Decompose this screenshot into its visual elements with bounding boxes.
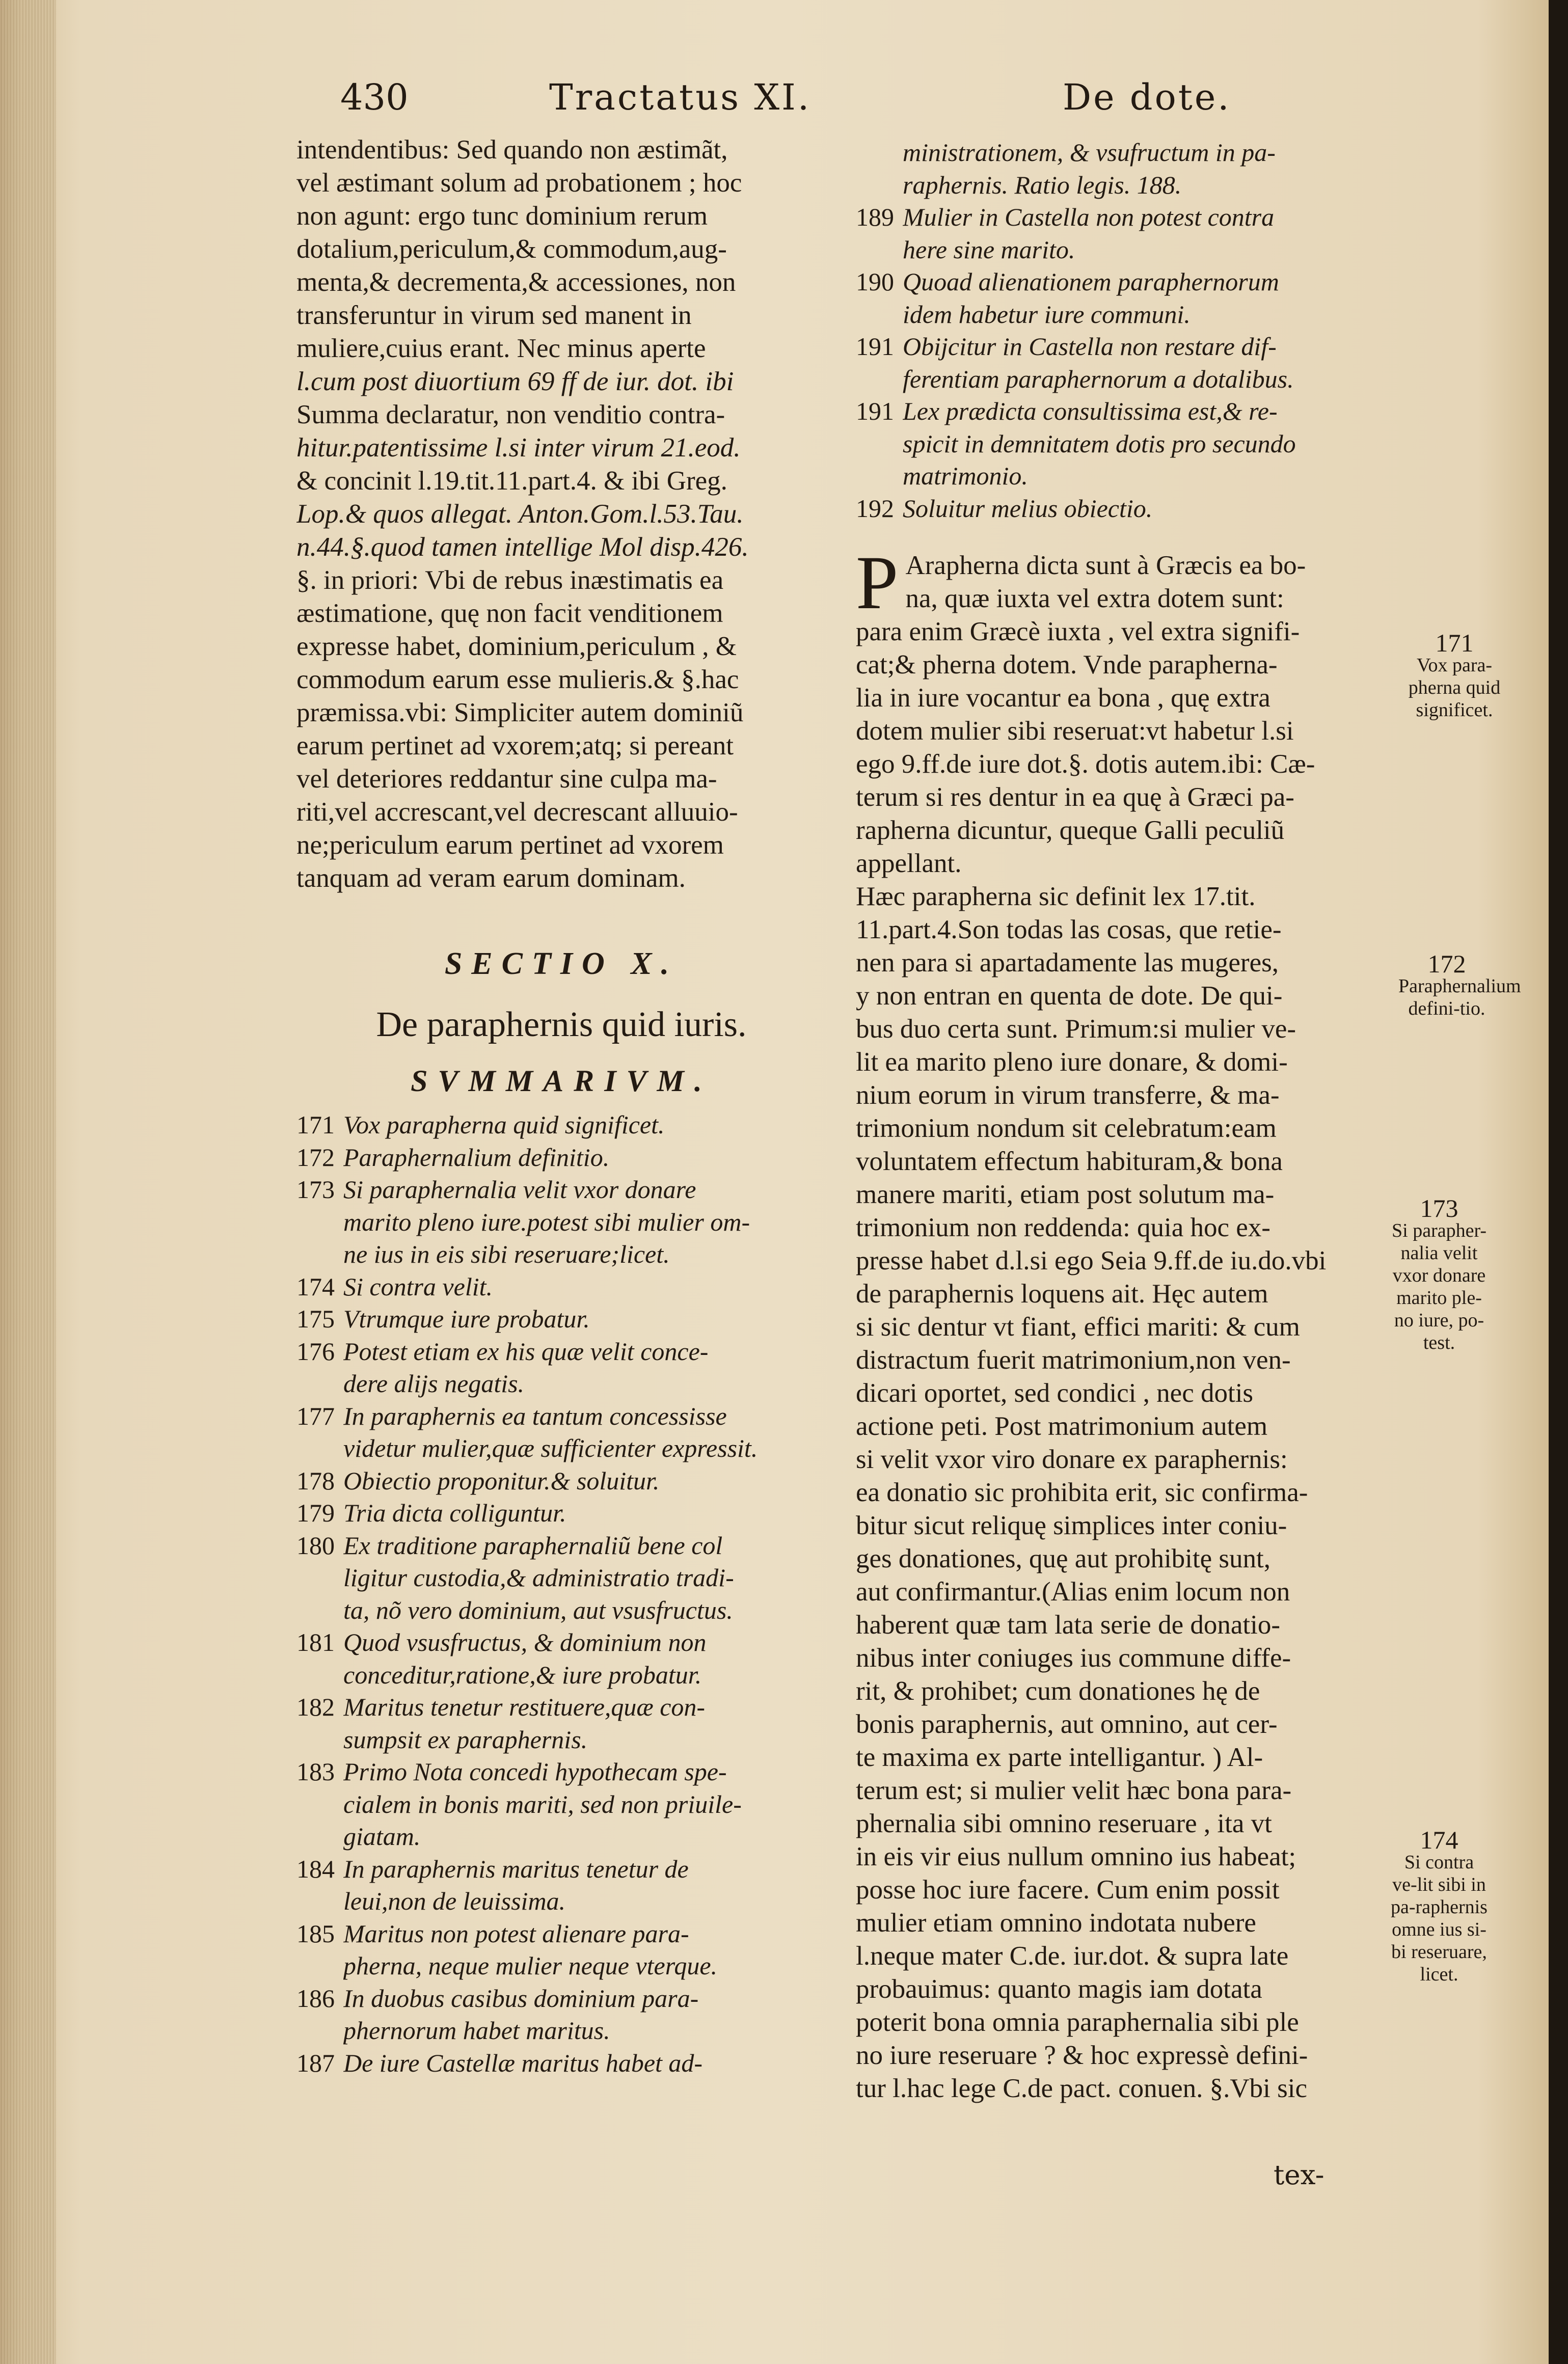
summary-item [856,201,1396,234]
summary-item [296,1368,826,1400]
summary-number: 177 [296,1401,335,1430]
text-line: vel æstimant solum ad probationem ; hoc [296,168,742,198]
summary-item [296,2047,826,2080]
summary-number: 181 [296,1628,335,1656]
summary-item [856,460,1396,493]
text-line: intendentibus: Sed quando non æstimãt, [296,135,728,165]
summary-item [856,331,1396,363]
summary-text: Paraphernalium definitio. [343,1143,610,1172]
running-title: Tractatus XI. [549,76,812,118]
summary-item [296,1885,826,1918]
summary-item [856,298,1396,331]
summary-number: 174 [296,1272,335,1301]
summary-number: 183 [296,1757,335,1786]
margin-note-number: 172 [1427,949,1466,978]
text-line: rit, & prohibet; cum donationes hę de [856,1676,1260,1706]
summary-item [296,1142,826,1174]
summary-text: idem habetur iure communi. [903,300,1191,329]
summary-number: 187 [296,2048,335,2077]
summary-number: 180 [296,1531,335,1560]
summary-number: 186 [296,1983,335,2013]
summary-text: here sine marito. [903,235,1075,264]
summary-item [856,137,1396,169]
text-line: non agunt: ergo tunc dominium rerum [296,201,708,231]
summary-text: matrimonio. [903,461,1028,490]
text-line: haberent quæ tam lata serie de donatio- [856,1610,1280,1640]
summary-text: Primo Nota concedi hypothecam spe- [343,1757,727,1786]
summary-number: 191 [856,332,894,361]
summary-item [296,1400,826,1433]
text-line: terum est; si mulier velit hæc bona para- [856,1776,1292,1805]
summary-item [856,395,1396,428]
summary-number: 173 [296,1175,335,1204]
left-column [296,133,826,2079]
summary-item [856,234,1396,266]
text-line: presse habet d.l.si ego Seia 9.ff.de iu.do.vbi [856,1246,1327,1275]
text-line: lit ea marito pleno iure donare, & domi- [856,1047,1288,1077]
text-line: phernalia sibi omnino reseruare , ita vt [856,1809,1272,1838]
summary-text: Si contra velit. [343,1272,493,1301]
summary-item [296,1336,826,1368]
summary-text: ligitur custodia,& administratio tradi- [343,1563,734,1592]
summary-text: Si paraphernalia velit vxor donare [343,1175,696,1204]
text-line: l.neque mater C.de. iur.dot. & supra late [856,1941,1289,1971]
text-line: bus duo certa sunt. Primum:si mulier ve- [856,1014,1296,1044]
text-line: si sic dentur vt fiant, effici mariti: & cum [856,1312,1300,1342]
text-line: præmissa.vbi: Simpliciter autem dominiũ [296,698,744,727]
page-number: 430 [340,76,409,118]
summary-item [296,1918,826,1950]
summary-item [296,1497,826,1530]
text-line: Arapherna dicta sunt à Græcis ea bo- [905,551,1306,580]
summary-number: 184 [296,1854,335,1883]
summary-item [296,1530,826,1562]
summary-item [296,1756,826,1788]
summary-text: Obijcitur in Castella non restare dif- [903,332,1277,361]
summary-text: Vox paraphernа quid significet. [343,1110,665,1139]
summary-text: Quoad alienationem paraphernorum [903,267,1279,296]
text-line: expresse habet, dominium,periculum , & [296,632,737,661]
text-line: nen para si apartadamente las mugeres, [856,948,1279,977]
text-line: hitur.patentissime l.si inter virum 21.eod. [296,433,741,463]
summary-item [296,1691,826,1724]
summary-text: spicit in demnitatem dotis pro secundo [903,429,1296,458]
summary-text: giatam. [343,1822,421,1851]
summary-item [296,1724,826,1756]
margin-note-text: Si parapher-nalia velit vxor donare marito ple-no iure, po-test. [1392,1220,1486,1353]
text-line: æstimatione, quę non facit venditionem [296,599,723,628]
summary-number: 189 [856,203,894,231]
margin-note-text: Paraphernalium defini-tio. [1398,975,1521,1019]
summary-item [856,363,1396,396]
summary-list [296,1109,826,2079]
summary-text: In paraphernis maritus tenetur de [343,1854,689,1883]
text-line: tur l.hac lege C.de pact. conuen. §.Vbi sic [856,2074,1307,2103]
text-line: tanquam ad veram earum dominam. [296,863,686,893]
summary-text: leui,non de leuissima. [343,1887,566,1915]
summary-text: Maritus tenetur restituere,quæ con- [343,1693,706,1721]
text-line: bonis paraphernis, aut omnino, aut cer- [856,1709,1278,1739]
gutter-shadow [1549,0,1568,2364]
drop-cap: P [856,540,899,625]
summary-number: 191 [856,397,894,425]
text-line: na, quæ iuxta vel extra dotem sunt: [905,584,1284,613]
summary-text: Vtrumque iure probatur. [343,1305,590,1333]
margin-note-number: 173 [1420,1194,1458,1222]
text-line: distractum fuerit matrimonium,non ven- [856,1345,1291,1375]
summary-text: Lex prædicta consultissima est,& re- [903,397,1278,425]
section-heading: SECTIO X. [444,946,679,981]
summary-text: Potest etiam ex his quæ velit conce- [343,1337,709,1366]
summary-number: 185 [296,1919,335,1948]
summary-number: 172 [296,1143,335,1172]
text-line: transferuntur in virum sed manent in [296,301,692,330]
section-title: De paraphernis quid iuris. [376,1005,747,1044]
summary-text: marito pleno iure.potest sibi mulier om- [343,1207,750,1236]
text-line: trimonium non reddenda: quia hoc ex- [856,1213,1270,1242]
summary-text: De iure Castellæ maritus habet ad- [343,2048,703,2077]
text-line: Summa declaratur, non venditio contra- [296,400,725,429]
text-line: y non entran en quenta de dote. De qui- [856,981,1283,1011]
text-line: nium eorum in virum transferre, & ma- [856,1080,1280,1110]
summary-text: Obiectio proponitur.& soluitur. [343,1466,660,1495]
margin-note-text: Vox para-pherna quid significet. [1408,655,1501,721]
summary-number: 190 [856,267,894,296]
summary-item [296,1238,826,1271]
text-line: actione peti. Post matrimonium autem [856,1411,1268,1441]
summary-heading: SVMMARIVM. [411,1064,712,1098]
summary-item [296,1271,826,1303]
text-line: si velit vxor viro donare ex paraphernis: [856,1445,1288,1474]
summary-item [296,1303,826,1336]
right-body-text [856,615,1396,2105]
text-line: riti,vel accrescant,vel decrescant alluuio- [296,797,738,827]
margin-note [1391,1194,1488,1354]
text-line: dotem mulier sibi reseruat:vt habetur l.si [856,716,1294,746]
text-line: dicari oportet, sed condici , nec dotis [856,1378,1254,1408]
summary-number: 171 [296,1110,335,1139]
text-line: menta,& decrementa,& accessiones, non [296,267,736,297]
summary-text: Mulier in Castella non potest contra [903,203,1275,231]
text-line: trimonium nondum sit celebratum:eam [856,1113,1277,1143]
left-body-text [296,133,826,895]
summary-item [296,2015,826,2047]
body-opening [856,540,1396,625]
summary-item [296,1432,826,1465]
text-line: posse hoc iure facere. Cum enim possit [856,1875,1280,1905]
summary-text: Tria dicta colliguntur. [343,1499,566,1527]
summary-item [296,1950,826,1982]
text-line: in eis vir eius nullum omnino ius habeat; [856,1842,1296,1871]
margin-note [1398,949,1521,1020]
summary-text: videtur mulier,quæ sufficienter expressit. [343,1434,758,1462]
text-line: aut confirmantur.(Alias enim locum non [856,1577,1290,1607]
text-line: §. in priori: Vbi de rebus inæstimatis ea [296,565,724,595]
text-line: commodum earum esse mulieris.& §.hac [296,665,739,694]
text-line: poterit bona omnia paraphernalia sibi ple [856,2007,1299,2037]
running-section-title: De dote. [1063,76,1231,118]
page-edge-stack [0,0,56,2364]
summary-number: 179 [296,1499,335,1527]
text-line: l.cum post diuortium 69 ff de iur. dot. ibi [296,367,734,396]
summary-text: ministrationem, & vsufructum in pa- [903,138,1276,167]
text-line: vel deteriores reddantur sine culpa ma- [296,764,717,794]
summary-number: 175 [296,1305,335,1333]
margin-note-text: Si contra ve-lit sibi in pa-raphernis omne ius si-bi reseruare, licet. [1391,1852,1488,1985]
text-line: Lop.& quos allegat. Anton.Gom.l.53.Tau. [296,499,744,529]
summary-list-continued [856,137,1396,525]
summary-text: Ex traditione paraphernaliũ bene col [343,1531,723,1560]
summary-item [296,1174,826,1206]
text-line: ego 9.ff.de iure dot.§. dotis autem.ibi: Cæ- [856,749,1315,779]
text-line: lia in iure vocantur ea bona , quę extra [856,683,1270,713]
summary-text: ferentiam paraphernorum a dotalibus. [903,364,1294,393]
summary-text: Quod vsusfructus, & dominium non [343,1628,707,1656]
summary-item [296,1788,826,1821]
text-line: & concinit l.19.tit.11.part.4. & ibi Greg. [296,466,727,496]
summary-item [296,1659,826,1692]
summary-item [856,428,1396,460]
summary-item [856,493,1396,525]
summary-item [296,1820,826,1853]
summary-text: ta, nõ vero dominium, aut vsusfructus. [343,1595,733,1624]
text-line: earum pertinet ad vxorem;atq; si pereant [296,731,734,760]
text-line: te maxima ex parte intelligantur. ) Al- [856,1743,1263,1772]
summary-number: 176 [296,1337,335,1366]
summary-text: conceditur,ratione,& iure probatur. [343,1660,702,1689]
text-line: probauimus: quanto magis iam dotata [856,1974,1262,2004]
text-line: de paraphernis loquens ait. Hęc autem [856,1279,1268,1309]
text-line: terum si res dentur in ea quę à Græci pa- [856,782,1294,812]
text-line: no iure reseruare ? & hoc expressè defini- [856,2041,1308,2070]
text-line: Hæc parapherna sic definit lex 17.tit. [856,882,1256,911]
summary-text: In paraphernis ea tantum concessisse [343,1401,727,1430]
margin-note [1391,1826,1488,1986]
summary-text: Soluitur melius obiectio. [903,494,1153,523]
text-line: n.44.§.quod tamen intellige Mol disp.426. [296,532,749,562]
summary-text: In duobus casibus dominium para- [343,1983,699,2013]
summary-item [296,1982,826,2015]
text-line: 11.part.4.Son todas las cosas, que retie- [856,915,1282,944]
summary-item [296,1594,826,1627]
summary-item [296,1206,826,1239]
text-line: muliere,cuius erant. Nec minus aperte [296,334,706,363]
summary-item [296,1109,826,1142]
text-line: ges donationes, quę aut prohibitę sunt, [856,1544,1270,1573]
summary-number: 182 [296,1693,335,1721]
summary-text: sumpsit ex paraphernis. [343,1725,588,1754]
summary-text: dere alijs negatis. [343,1369,525,1398]
summary-item [296,1853,826,1886]
summary-item [296,1465,826,1498]
text-line: bitur sicut reliquę simplices inter coniu- [856,1511,1287,1540]
text-line: cat;& pherna dotem. Vnde paraphernа- [856,650,1278,680]
catchword: tex- [1274,2160,1324,2191]
text-line: ea donatio sic prohibita erit, sic confirma- [856,1478,1308,1507]
margin-note [1406,629,1503,721]
text-line: ne;periculum earum pertinet ad vxorem [296,830,724,860]
summary-number: 178 [296,1466,335,1495]
summary-text: Maritus non potest alienare para- [343,1919,689,1948]
summary-number: 192 [856,494,894,523]
text-line: manere mariti, etiam post solutum ma- [856,1180,1275,1209]
summary-text: pherna, neque mulier neque vterque. [343,1951,718,1980]
summary-item [296,1562,826,1594]
margin-note-number: 174 [1420,1826,1458,1854]
summary-item [296,1626,826,1659]
text-line: voluntatem effectum habituram,& bona [856,1147,1283,1176]
summary-text: ne ius in eis sibi reseruare;licet. [343,1240,670,1268]
summary-text: phernorum habet maritus. [343,2016,610,2045]
text-line: rapherna dicuntur, queque Galli peculiũ [856,816,1285,845]
text-line: mulier etiam omnino indotata nubere [856,1908,1256,1938]
text-line: appellant. [856,849,962,878]
summary-item [856,169,1396,202]
summary-text: cialem in bonis mariti, sed non priuile- [343,1789,742,1818]
margin-note-number: 171 [1435,629,1474,657]
text-line: para enim Græcè iuxta , vel extra signifi- [856,617,1300,646]
text-line: dotalium,periculum,& commodum,aug- [296,234,727,264]
summary-text: raphernis. Ratio legis. 188. [903,170,1182,199]
summary-item [856,266,1396,298]
right-column [856,137,1396,2105]
text-line: nibus inter coniuges ius commune diffe- [856,1643,1291,1673]
